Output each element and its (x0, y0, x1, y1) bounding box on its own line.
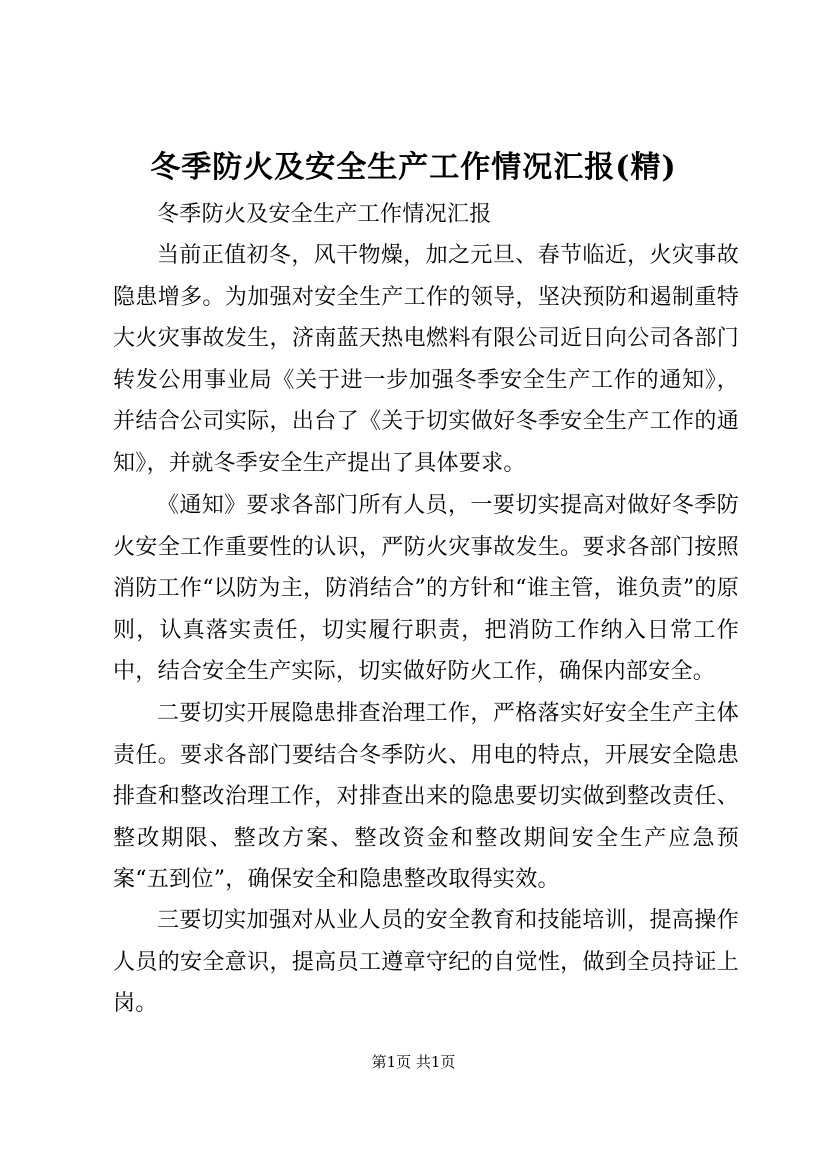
page-footer: 第1页 共1页 (371, 1053, 456, 1071)
paragraph-1: 当前正值初冬，风干物燥，加之元旦、春节临近，火灾事故隐患增多。为加强对安全生产工作的领导，坚决预防和遏制重特大火灾事故发生，济南蓝天热电燃料有限公司近日向公司各部门转发公用事业局《关于进一步加强冬季安全生产工作的通知》，并结合公司实际，出台了《关于切实做好冬季安全生产工作的通知》，并就冬季安全生产提出了具体要求。 (113, 243, 739, 476)
paragraph-4: 三要切实加强对从业人员的安全教育和技能培训，提高操作人员的安全意识，提高员工遵章守纪的自觉性，做到全员持证上岗。 (113, 908, 739, 1016)
paragraph-3: 二要切实开展隐患排查治理工作，严格落实好安全生产主体责任。要求各部门要结合冬季防火、用电的特点，开展安全隐患排查和整改治理工作，对排查出来的隐患要切实做到整改责任、整改期限、整改方案、整改资金和整改期间安全生产应急预案“五到位”，确保安全和隐患整改取得实效。 (113, 701, 739, 892)
document-subtitle: 冬季防火及安全生产工作情况汇报 (157, 202, 492, 227)
document-title: 冬季防火及安全生产工作情况汇报(精) (150, 150, 677, 185)
paragraph-2: 《通知》要求各部门所有人员，一要切实提高对做好冬季防火安全工作重要性的认识，严防火灾事故发生。要求各部门按照消防工作“以防为主，防消结合”的方针和“谁主管，谁负责”的原则，认真落实责任，切实履行职责，把消防工作纳入日常工作中，结合安全生产实际，切实做好防火工作，确保内部安全。 (113, 493, 739, 684)
